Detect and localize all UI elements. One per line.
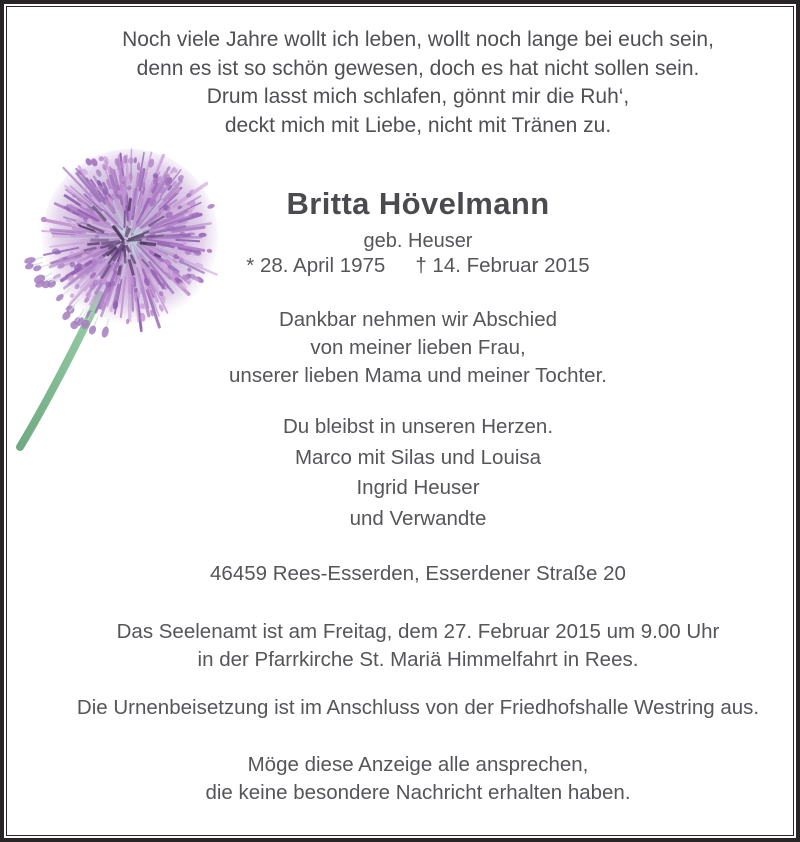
memorial-poem xyxy=(36,26,800,140)
closing-line: die keine besondere Nachricht erhalten haben. xyxy=(205,780,631,804)
birth-date: * 28. April 1975 xyxy=(246,254,386,277)
obituary-card xyxy=(36,0,800,842)
deceased-name: Britta Hövelmann xyxy=(286,186,550,221)
farewell-line: Dankbar nehmen wir Abschied xyxy=(278,308,558,331)
farewell-text xyxy=(36,306,800,390)
maiden-name: geb. Heuser xyxy=(363,230,473,252)
closing-line: Möge diese Anzeige alle ansprechen, xyxy=(247,753,589,776)
service-line: Das Seelenamt ist am Freitag, dem 27. Februar 2015 um 9.00 Uhr xyxy=(116,620,720,643)
service-line: in der Pfarrkirche St. Mariä Himmelfahrt in Rees. xyxy=(197,647,639,671)
mourners-line: Ingrid Heuser xyxy=(356,476,480,499)
funeral-service-info xyxy=(36,618,800,673)
mourners-line: Du bleibst in unseren Herzen. xyxy=(282,415,554,438)
poem-line: denn es ist so schön gewesen, doch es hat nicht sollen sein. xyxy=(136,56,700,80)
home-address: 46459 Rees-Esserden, Esserdener Straße 20 xyxy=(210,562,626,585)
poem-line: Noch viele Jahre wollt ich leben, wollt noch lange bei euch sein, xyxy=(122,28,714,51)
mourners-line: Marco mit Silas und Louisa xyxy=(294,445,542,469)
poem-line: Drum lasst mich schlafen, gönnt mir die Ruh‘, xyxy=(206,85,630,108)
poem-line: deckt mich mit Liebe, nicht mit Tränen zu. xyxy=(224,113,612,137)
farewell-line: unserer lieben Mama und meiner Tochter. xyxy=(229,364,607,387)
mourners-line: und Verwandte xyxy=(349,506,487,530)
burial-info: Die Urnenbeisetzung ist im Anschluss von der Friedhofshalle Westring aus. xyxy=(76,696,760,719)
death-date: † 14. Februar 2015 xyxy=(415,254,590,277)
life-dates xyxy=(36,254,800,278)
farewell-line: von meiner lieben Frau, xyxy=(310,336,526,359)
closing-note xyxy=(36,751,800,806)
mourners-list xyxy=(36,412,800,534)
